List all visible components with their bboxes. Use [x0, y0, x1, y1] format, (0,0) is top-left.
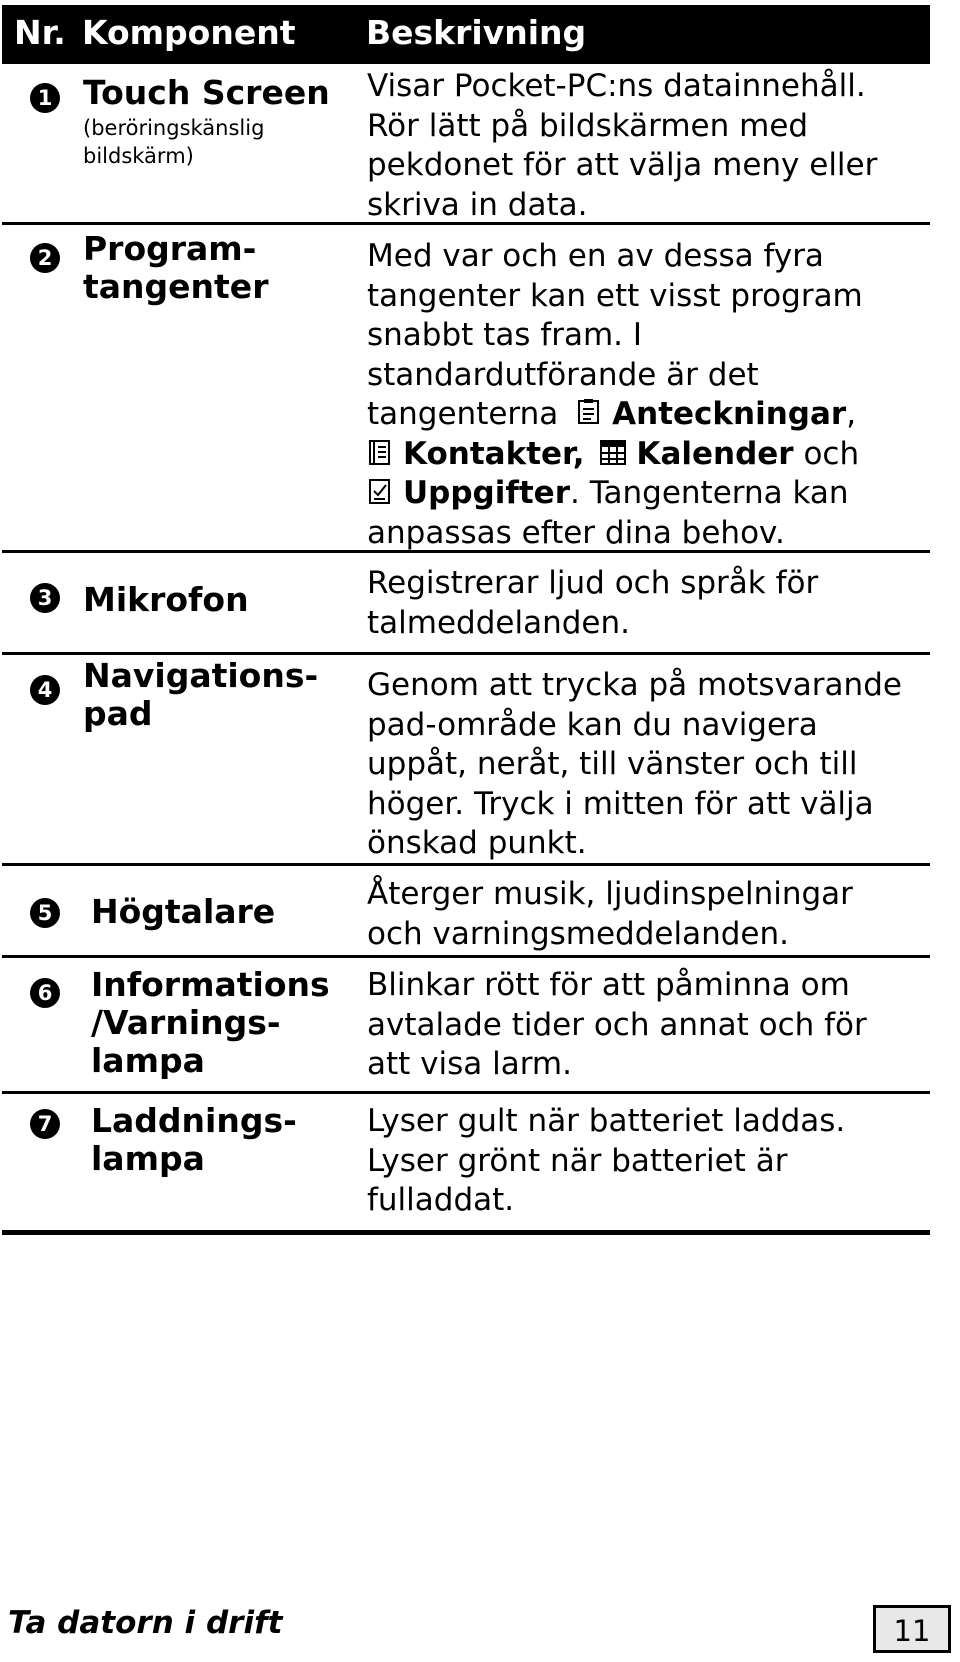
component-subtitle-line: (beröringskänslig	[83, 116, 265, 140]
header-description: Beskrivning	[366, 13, 587, 52]
description-line: talmeddelanden.	[367, 604, 630, 641]
description-cell	[367, 67, 932, 225]
component-name-line: /Varnings-	[91, 1003, 281, 1042]
component-table	[2, 5, 930, 1235]
table-row	[2, 655, 930, 866]
row-number-badge: 2	[30, 243, 60, 273]
table-row	[2, 866, 930, 958]
description-line: Lyser gult när batteriet laddas.	[367, 1103, 846, 1139]
table-row	[2, 1094, 930, 1235]
component-name-line: pad	[83, 694, 153, 733]
table-row	[2, 64, 930, 225]
component-cell	[83, 657, 353, 733]
row-number-badge: 1	[30, 83, 60, 113]
component-subtitle-line: bildskärm)	[83, 144, 194, 168]
table-header	[2, 5, 930, 64]
description-line: fulladdat.	[367, 1182, 515, 1218]
kalender-label: Kalender	[636, 435, 794, 472]
description-line: pekdonet för att välja meny eller	[367, 147, 878, 183]
description-line: Genom att trycka på motsvarande	[367, 667, 902, 703]
component-name: Mikrofon	[83, 580, 249, 619]
anteckningar-label: Anteckningar	[612, 396, 847, 432]
component-cell	[83, 581, 353, 619]
description-cell	[367, 875, 932, 954]
description-line: Rör lätt på bildskärmen med	[367, 107, 809, 144]
header-nr: Nr.	[14, 13, 66, 52]
component-name-line: lampa	[91, 1041, 205, 1080]
component-cell	[91, 966, 361, 1080]
component-name-line: Laddnings-	[91, 1101, 297, 1140]
description-line: Lyser grönt när batteriet är	[367, 1142, 788, 1179]
description-line: att visa larm.	[367, 1046, 572, 1082]
header-component: Komponent	[82, 13, 296, 52]
component-name-line: Informations	[91, 965, 330, 1004]
description-line: skriva in data.	[367, 186, 588, 223]
description-cell	[367, 564, 932, 643]
page-number: 11	[873, 1605, 951, 1653]
description-line: Blinkar rött för att påminna om	[367, 967, 850, 1003]
component-name-line: lampa	[91, 1139, 205, 1178]
description-line: Uppgifter. Tangenterna kan	[367, 474, 932, 514]
component-cell	[91, 893, 361, 931]
description-cell	[367, 1102, 932, 1221]
component-cell	[83, 74, 353, 170]
description-line: Registrerar ljud och språk för	[367, 565, 819, 601]
description-line: avtalade tider och annat och för	[367, 1006, 867, 1043]
component-cell	[83, 230, 353, 306]
description-cell	[367, 666, 932, 864]
table-row	[2, 958, 930, 1094]
description-line: anpassas efter dina behov.	[367, 514, 785, 551]
notes-icon	[576, 399, 602, 427]
row-number-badge: 7	[30, 1109, 60, 1139]
description-line: Återger musik, ljudinspelningar	[367, 876, 853, 912]
component-name-line: tangenter	[83, 267, 269, 306]
description-line: tangenterna Anteckningar,	[367, 396, 857, 432]
calendar-icon	[600, 439, 626, 467]
description-line: uppåt, neråt, till vänster och till	[367, 746, 858, 782]
description-cell	[367, 966, 932, 1085]
contacts-icon	[367, 439, 393, 467]
row-number-badge: 4	[30, 675, 60, 705]
component-name-line: Navigations-	[83, 656, 319, 695]
description-line: Med var och en av dessa fyra	[367, 238, 824, 274]
table-row	[2, 225, 930, 553]
description-line: Visar Pocket-PC:ns datainnehåll.	[367, 68, 866, 104]
tasks-icon	[367, 478, 393, 506]
description-line: tangenter kan ett visst program	[367, 277, 863, 314]
section-title: Ta datorn i drift	[8, 1605, 283, 1641]
table-row	[2, 553, 930, 655]
description-line: Kontakter, Kalender och	[367, 435, 932, 475]
description-cell	[367, 237, 932, 553]
component-name-line: Program-	[83, 229, 257, 268]
kontakter-label: Kontakter,	[403, 435, 585, 472]
description-line: snabbt tas fram. I	[367, 317, 643, 353]
row-number-badge: 6	[30, 978, 60, 1008]
row-number-badge: 5	[30, 898, 60, 928]
component-cell	[91, 1102, 361, 1178]
description-line: standardutförande är det	[367, 356, 759, 393]
row-number-badge: 3	[30, 583, 60, 613]
description-line: höger. Tryck i mitten för att välja	[367, 785, 874, 822]
description-line: pad-område kan du navigera	[367, 706, 818, 743]
component-name: Touch Screen	[83, 73, 330, 112]
description-line: önskad punkt.	[367, 825, 587, 861]
uppgifter-label: Uppgifter	[403, 475, 570, 511]
component-name: Högtalare	[91, 892, 276, 931]
description-line: och varningsmeddelanden.	[367, 915, 789, 952]
